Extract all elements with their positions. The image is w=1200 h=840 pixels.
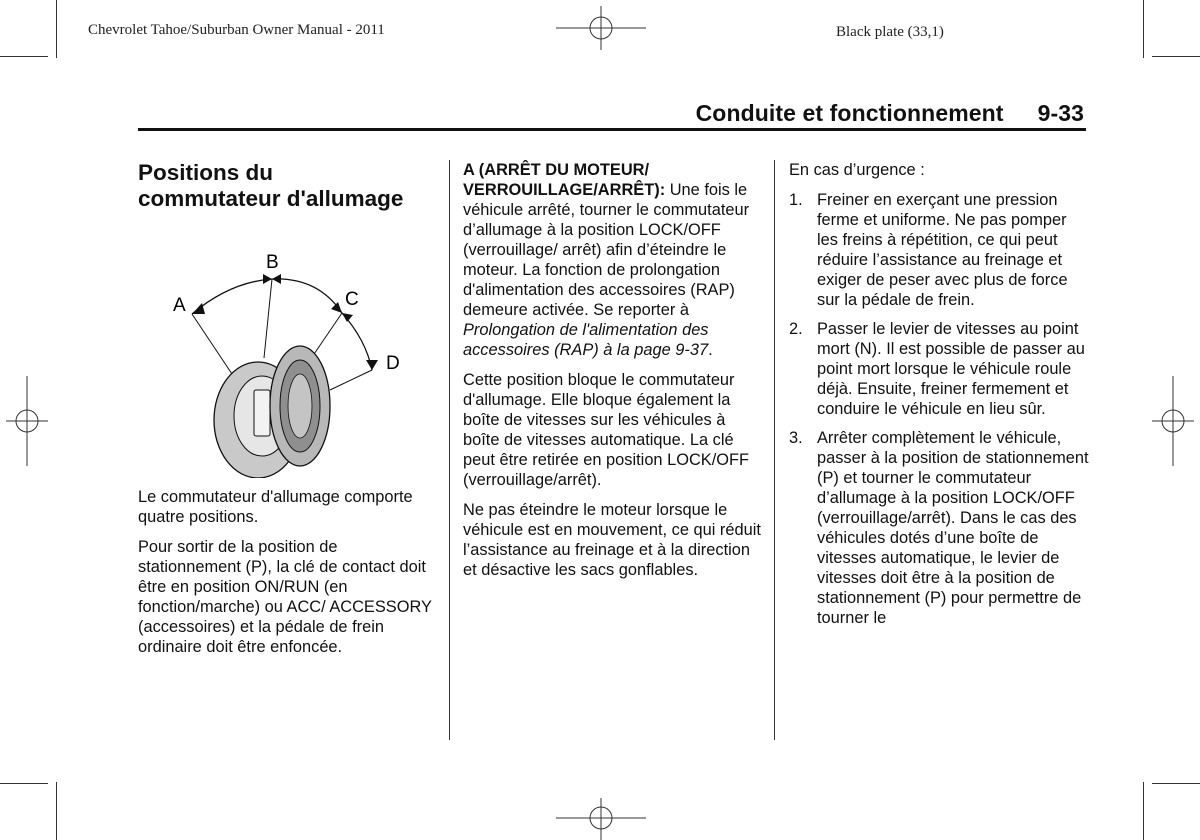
lock-off-heading: A (ARRÊT DU MOTEUR/ VERROUILLAGE/ARRÊT): [463,161,666,199]
figure-label-c: C [345,289,359,310]
chapter-title: Conduite et fonctionnement [695,100,1004,126]
column-3 [789,160,1089,637]
column-1 [138,487,438,667]
figure-label-b: B [266,252,279,273]
registration-mark-top [556,6,646,50]
page-number: 9-33 [1037,100,1084,126]
column-2 [463,160,763,590]
registration-mark-bottom [556,798,646,840]
print-meta-left: Chevrolet Tahoe/Suburban Owner Manual - 2011 [88,22,385,38]
list-item: 2. Passer le levier de vitesses au point mort (N). Il est possible de passer au point mort lorsque le véhicule roule déjà. Ensuite, freiner fermement et conduire le véhicule en lieu sûr. [789,320,1085,418]
registration-mark-right [1152,376,1194,466]
rap-reference-link[interactable]: Prolongation de l'alimentation des accessoires (RAP) à la page 9-37 [463,321,709,359]
list-item: 3. Arrêter complètement le véhicule, passer à la position de stationnement (P) et tourner le commutateur d’allumage à la position LOCK/OFF (verrouillage/arrêt). Dans le cas des véhicules dotés d’une boîte de vitesses automatique, le levier de vitesses doit être à la position de stationnement (P) pour permettre de tourner le [789,429,1089,627]
column-divider-2 [774,160,775,740]
figure-label-a: A [173,295,186,316]
lock-off-paragraph: A (ARRÊT DU MOTEUR/ VERROUILLAGE/ARRÊT): Une fois le véhicule arrêté, tourner le commutateur d’allumage à la position LOCK/OFF (verrouillage/ arrêt) afin d’éteindre le moteur. La fonction de prolongation d'alimentation des accessoires (RAP) demeure activée. Se reporter à Prolongation de l'alimentation des accessoires (RAP) à la page 9-37. [463,161,750,359]
intro-paragraph: Le commutateur d'allumage comporte quatre positions. [138,488,413,526]
running-header [560,100,1084,127]
column-divider-1 [449,160,450,740]
registration-mark-left [6,376,48,466]
figure-label-d: D [386,353,400,374]
emergency-intro: En cas d’urgence : [789,161,925,179]
ignition-switch-figure [160,248,420,478]
section-title: Positions du commutateur d'allumage [138,160,404,211]
print-meta-right: Black plate (33,1) [836,24,944,40]
list-item: 1. Freiner en exerçant une pression ferme et uniforme. Ne pas pomper les freins à répétition, ce qui peut réduire l’assistance au freinage et exiger de peser avec plus de force sur la pédale de frein. [789,191,1068,309]
lock-position-paragraph: Cette position bloque le commutateur d'allumage. Elle bloque également la boîte de vitesses sur les véhicules à boîte de vitesses automatique. La clé peut être retirée en position LOCK/OFF (verrouillage/arrêt). [463,371,750,489]
header-rule [138,128,1086,131]
park-paragraph: Pour sortir de la position de stationnement (P), la clé de contact doit être en position ON/RUN (en fonction/marche) ou ACC/ ACCESSORY (accessoires) et la pédale de frein ordinaire doit être enfoncée. [138,538,432,656]
emergency-steps [789,190,1089,628]
warning-paragraph: Ne pas éteindre le moteur lorsque le véhicule est en mouvement, ce qui réduit l’assistance au freinage et à la direction et désactive les sacs gonflables. [463,501,761,579]
